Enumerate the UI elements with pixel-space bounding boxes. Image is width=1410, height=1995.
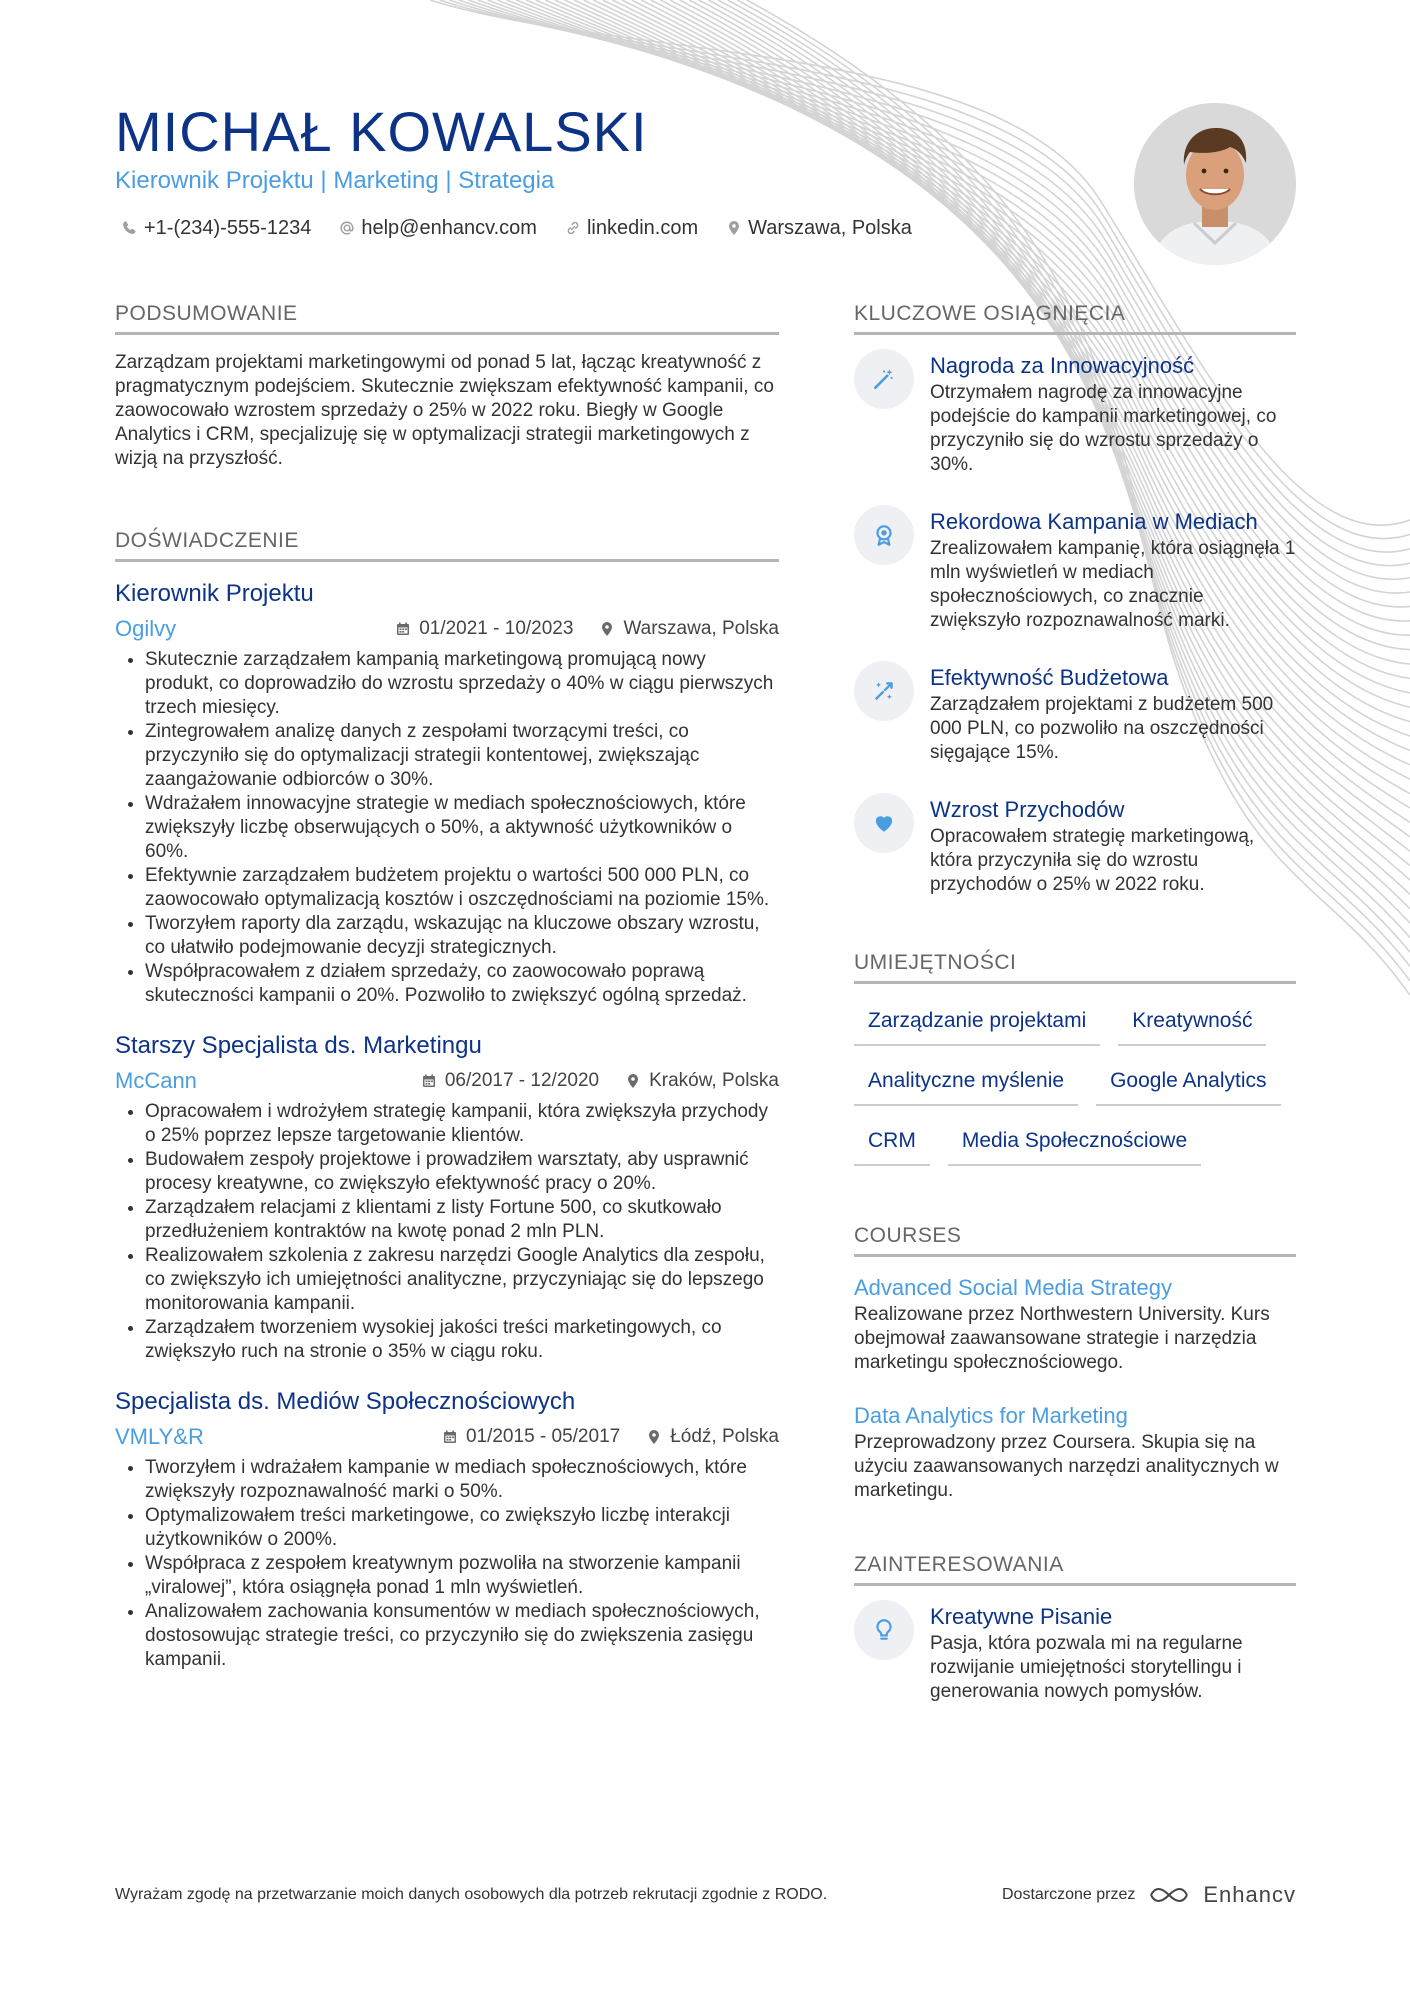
job-entry [115, 1030, 779, 1364]
magic-wand-icon [871, 366, 897, 392]
job-role: Kierownik Projektu [115, 580, 314, 607]
achievement-desc: Opracowałem strategię marketingową, która przyczyniła się do wzrostu przychodów o 25% w 2022 roku. [930, 826, 1255, 895]
skill-tag: Media Społecznościowe [948, 1120, 1201, 1166]
job-role: Starszy Specjalista ds. Marketingu [115, 1032, 482, 1059]
achievement-desc: Zarządzałem projektami z budżetem 500 000 PLN, co pozwoliło na oszczędności sięgające 15%. [930, 694, 1274, 763]
linkedin-text: linkedin.com [586, 217, 699, 239]
course-item [854, 1273, 1296, 1375]
achievement-title: Efektywność Budżetowa [930, 665, 1169, 690]
list-item: • Opracowałem i wdrożyłem strategię kampanii, która zwiększyła przychody o 25% poprzez lepsze targetowanie klientów. [145, 1100, 779, 1148]
list-item: • Wdrażałem innowacyjne strategie w mediach społecznościowych, które zwiększyły liczbę obserwujących o 50%, a aktywność użytkowników o 60%. [145, 792, 779, 864]
achievement-item [854, 795, 1296, 897]
list-item: • Realizowałem szkolenia z zakresu narzędzi Google Analytics dla zespołu, co zwiększyło ich umiejętności analityczne, przyczyniając się do lepszego monitorowania kampanii. [145, 1244, 779, 1316]
award-ribbon-icon [871, 522, 897, 548]
list-item: • Budowałem zespoły projektowe i prowadziłem warsztaty, aby usprawnić procesy kreatywne, co zwiększyło efektywność pracy o 20%. [145, 1148, 779, 1196]
phone-text: +1-(234)-555-1234 [144, 217, 312, 239]
lightbulb-icon [871, 1617, 897, 1643]
enhancv-logo-icon [1147, 1883, 1191, 1907]
list-item: • Współpracowałem z działem sprzedaży, co zaowocowało poprawą skuteczności kampanii o 20%. Pozwoliło to zwiększyć ogólną sprzedaż. [145, 960, 779, 1008]
powered-by-text: Dostarczone przez [1001, 1886, 1136, 1903]
contact-phone[interactable] [122, 213, 311, 243]
heart-icon [871, 810, 897, 836]
summary-heading: PODSUMOWANIE [115, 300, 779, 335]
job-entry [115, 578, 779, 1008]
job-location: Kraków, Polska [649, 1070, 779, 1091]
location-pin-icon [726, 220, 742, 236]
skill-tag: CRM [854, 1120, 930, 1166]
courses-heading: COURSES [854, 1222, 1296, 1257]
list-item: • Tworzyłem raporty dla zarządu, wskazując na kluczowe obszary wzrostu, co ułatwiło podejmowanie decyzji strategicznych. [145, 912, 779, 960]
location-text: Warszawa, Polska [748, 217, 912, 239]
brand-name: Enhancv [1203, 1882, 1296, 1907]
job-entry [115, 1386, 779, 1672]
list-item: • Zarządzałem tworzeniem wysokiej jakości treści marketingowych, co zwiększyło ruch na stronie o 35% w ciągu roku. [145, 1316, 779, 1364]
job-location: Łódź, Polska [670, 1426, 779, 1447]
job-location: Warszawa, Polska [623, 618, 779, 639]
contact-location [726, 213, 912, 243]
profile-photo [1134, 103, 1296, 265]
phone-icon [122, 220, 138, 236]
sparkle-arrows-icon [871, 678, 897, 704]
job-bullets [115, 648, 779, 1008]
skills-list [854, 1000, 1296, 1166]
avatar-illustration-icon [1134, 103, 1296, 265]
calendar-icon [395, 621, 411, 637]
job-role: Specjalista ds. Mediów Społecznościowych [115, 1388, 576, 1415]
skill-tag: Zarządzanie projektami [854, 1000, 1100, 1046]
course-item [854, 1401, 1296, 1503]
right-column [854, 300, 1296, 1734]
achievement-title: Wzrost Przychodów [930, 797, 1125, 822]
list-item: • Skutecznie zarządzałem kampanią marketingową promującą nowy produkt, co doprowadziło do wzrostu sprzedaży o 40% w ciągu pierwszych trzech miesięcy. [145, 648, 779, 720]
contact-bar [122, 213, 912, 243]
job-company: Ogilvy [115, 616, 177, 641]
list-item: • Współpraca z zespołem kreatywnym pozwoliła na stworzenie kampanii „viralowej”, która osiągnęła ponad 1 mln wyświetleń. [145, 1552, 779, 1600]
left-column [115, 300, 779, 1694]
job-company: VMLY&R [115, 1424, 204, 1449]
list-item: • Zarządzałem relacjami z klientami z listy Fortune 500, co skutkowało przedłużeniem kontraktów na kwotę ponad 2 mln PLN. [145, 1196, 779, 1244]
course-desc: Realizowane przez Northwestern University. Kurs obejmował zaawansowane strategie i narzędzia marketingu społecznościowego. [854, 1304, 1270, 1373]
course-desc: Przeprowadzony przez Coursera. Skupia się na użyciu zaawansowanych narzędzi analitycznych w marketingu. [854, 1432, 1279, 1501]
achievement-desc: Otrzymałem nagrodę za innowacyjne podejście do kampanii marketingowej, co przyczyniło się do wzrostu sprzedaży o 30%. [930, 382, 1277, 475]
at-icon [339, 220, 355, 236]
candidate-tagline: Kierownik Projektu | Marketing | Strategia [115, 167, 555, 194]
email-text: help@enhancv.com [361, 217, 537, 239]
list-item: • Analizowałem zachowania konsumentów w mediach społecznościowych, dostosowując strategie treści, co przyczyniło się do zwiększenia zasięgu kampanii. [145, 1600, 779, 1672]
skill-tag: Google Analytics [1096, 1060, 1280, 1106]
achievement-title: Nagroda za Innowacyjność [930, 353, 1195, 378]
achievement-desc: Zrealizowałem kampanię, która osiągnęła 1 mln wyświetleń w mediach społecznościowych, co znacznie zwiększyło rozpoznawalność marki. [930, 538, 1296, 631]
achievement-item [854, 663, 1296, 765]
course-title: Advanced Social Media Strategy [854, 1275, 1172, 1300]
footer [115, 1882, 1296, 1908]
job-company: McCann [115, 1068, 197, 1093]
job-bullets [115, 1100, 779, 1364]
course-title: Data Analytics for Marketing [854, 1403, 1128, 1428]
link-icon [565, 220, 581, 236]
calendar-icon [442, 1429, 458, 1445]
contact-linkedin[interactable] [565, 213, 698, 243]
job-bullets [115, 1456, 779, 1672]
achievement-item [854, 351, 1296, 477]
location-pin-icon [646, 1429, 662, 1445]
location-pin-icon [599, 621, 615, 637]
skills-heading: UMIEJĘTNOŚCI [854, 949, 1296, 984]
achievement-title: Rekordowa Kampania w Mediach [930, 509, 1258, 534]
list-item: • Optymalizowałem treści marketingowe, co zwiększyło liczbę interakcji użytkowników o 200%. [145, 1504, 779, 1552]
location-pin-icon [625, 1073, 641, 1089]
interests-heading: ZAINTERESOWANIA [854, 1551, 1296, 1586]
job-dates: 01/2021 - 10/2023 [419, 618, 574, 639]
summary-text: Zarządzam projektami marketingowymi od ponad 5 lat, łącząc kreatywność z pragmatycznym podejściem. Skutecznie zwiększam efektywność kampanii, co zaowocowało wzrostem sprzedaży o 25% w 2022 roku. Biegły w Google Analytics i CRM, specjalizuję się w optymalizacji strategii marketingowych z wizją na przyszłość. [115, 352, 774, 469]
job-dates: 06/2017 - 12/2020 [444, 1070, 600, 1091]
calendar-icon [421, 1073, 437, 1089]
list-item: • Efektywnie zarządzałem budżetem projektu o wartości 500 000 PLN, co zaowocowało optymalizacją kosztów i oszczędnościami na poziomie 15%. [145, 864, 779, 912]
interest-item [854, 1602, 1296, 1704]
skill-tag: Analityczne myślenie [854, 1060, 1078, 1106]
job-dates: 01/2015 - 05/2017 [465, 1426, 621, 1447]
experience-heading: DOŚWIADCZENIE [115, 527, 779, 562]
interest-title: Kreatywne Pisanie [930, 1604, 1113, 1629]
list-item: • Zintegrowałem analizę danych z zespołami tworzącymi treści, co przyczyniło się do optymalizacji strategii kontentowej, zwiększając zaangażowanie odbiorców o 30%. [145, 720, 779, 792]
brand-block[interactable] [1002, 1882, 1296, 1908]
consent-text: Wyrażam zgodę na przetwarzanie moich danych osobowych dla potrzeb rekrutacji zgodnie z RODO. [115, 1886, 828, 1903]
interest-desc: Pasja, która pozwala mi na regularne rozwijanie umiejętności storytellingu i generowania nowych pomysłów. [930, 1633, 1243, 1702]
achievements-heading: KLUCZOWE OSIĄGNIĘCIA [854, 300, 1296, 335]
skill-tag: Kreatywność [1118, 1000, 1266, 1046]
candidate-name: MICHAŁ KOWALSKI [115, 100, 648, 163]
achievement-item [854, 507, 1296, 633]
contact-email[interactable] [339, 213, 537, 243]
list-item: • Tworzyłem i wdrażałem kampanie w mediach społecznościowych, które zwiększyły rozpoznawalność marki o 50%. [145, 1456, 779, 1504]
